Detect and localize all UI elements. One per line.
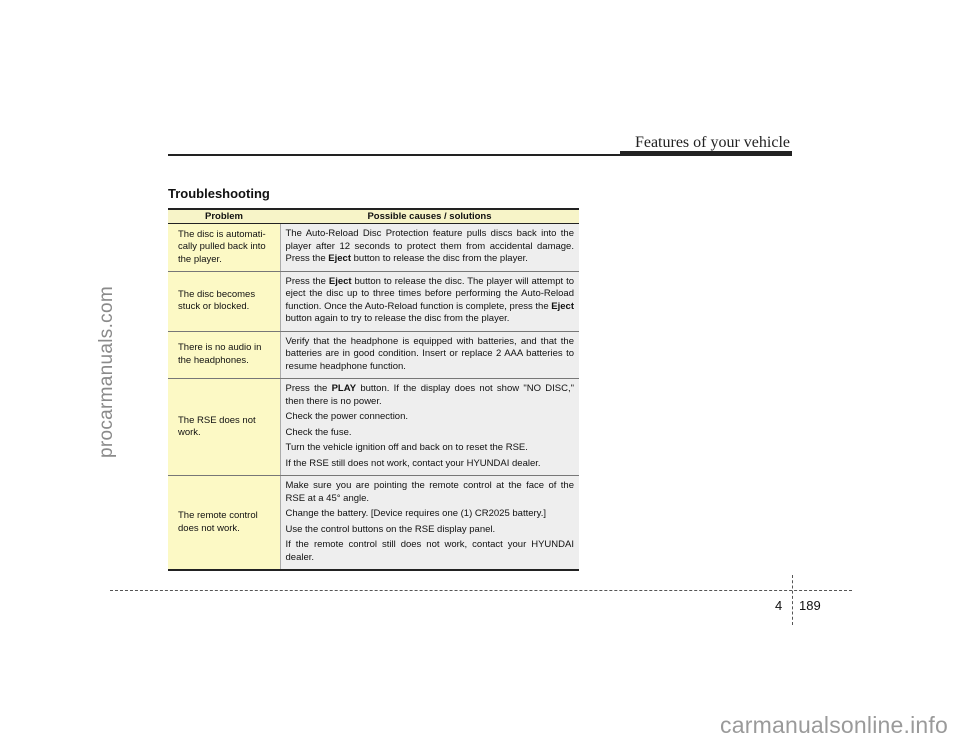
header-bar — [620, 151, 792, 156]
solution-text: Press the — [285, 275, 329, 287]
solution-cell — [280, 476, 579, 571]
solution-line — [286, 383, 575, 408]
table-row — [168, 331, 579, 379]
eject-keyword: Eject — [328, 253, 351, 264]
solution-cell — [280, 331, 579, 379]
solution-line — [286, 276, 575, 326]
watermark-carmanualsonline: carmanualsonline.info — [720, 712, 948, 738]
problem-cell: The remote control does not work. — [168, 476, 280, 571]
solution-text: The Auto-Reload Disc Protection feature pulls discs back into the player after 12 seconds to protect them from accidental damage. Press the — [285, 228, 574, 264]
page-number: 189 — [799, 598, 821, 613]
table-row — [168, 224, 579, 272]
solution-line — [286, 228, 575, 266]
troubleshooting-table — [168, 208, 579, 571]
eject-keyword: Eject — [551, 300, 574, 312]
eject-keyword: Eject — [328, 275, 352, 287]
solution-line: If the RSE still does not work, contact your HYUNDAI dealer. — [285, 457, 541, 469]
footer-dashed-divider — [792, 575, 793, 625]
table-row — [168, 476, 579, 571]
solution-text: button. If the display does not show "NO DISC," then there is no power. — [285, 383, 574, 407]
problem-cell: The disc becomes stuck or blocked. — [168, 271, 280, 331]
problem-cell: There is no audio in the headphones. — [168, 331, 280, 379]
solution-text: button to release the disc from the player. — [351, 253, 528, 264]
solution-cell — [280, 379, 579, 476]
solution-line: Check the fuse. — [285, 426, 352, 438]
problem-cell: The RSE does not work. — [168, 379, 280, 476]
solution-cell — [280, 271, 579, 331]
footer-dashed-rule — [110, 590, 852, 591]
solution-line: Check the power connection. — [285, 411, 409, 422]
running-header-title: Features of your vehicle — [634, 134, 790, 151]
solution-line: Turn the vehicle ignition off and back on to reset the RSE. — [285, 442, 528, 453]
play-keyword: PLAY — [331, 383, 357, 394]
solution-line: Change the battery. [Device requires one (1) CR2025 battery.] — [285, 508, 547, 519]
section-title: Troubleshooting — [168, 186, 270, 201]
solution-text: Press the — [285, 383, 332, 394]
solution-cell — [280, 224, 579, 272]
solution-line: Verify that the headphone is equipped with batteries, and that the batteries are in good condition. Insert or replace 2 AAA batteries to resume headphone function. — [285, 335, 574, 372]
column-header-problem: Problem — [168, 209, 280, 224]
table-row — [168, 379, 579, 476]
table-header-row — [168, 209, 579, 224]
solution-text: button to release the disc. The player will attempt to eject the disc up to three times before performing the Auto-Reload function. Once the Auto-Reload function is complete, press the — [285, 275, 574, 312]
table-row — [168, 271, 579, 331]
watermark-procarmanuals: procarmanuals.com — [96, 286, 117, 458]
solution-line: Use the control buttons on the RSE display panel. — [285, 523, 496, 535]
chapter-number: 4 — [775, 598, 783, 613]
problem-cell: The disc is automati-cally pulled back into the player. — [168, 224, 280, 272]
column-header-solutions: Possible causes / solutions — [280, 209, 579, 224]
solution-line: If the remote control still does not work, contact your HYUNDAI dealer. — [285, 539, 574, 563]
solution-line: Make sure you are pointing the remote control at the face of the RSE at a 45° angle. — [285, 480, 574, 504]
solution-text: button again to try to release the disc from the player. — [285, 313, 510, 324]
